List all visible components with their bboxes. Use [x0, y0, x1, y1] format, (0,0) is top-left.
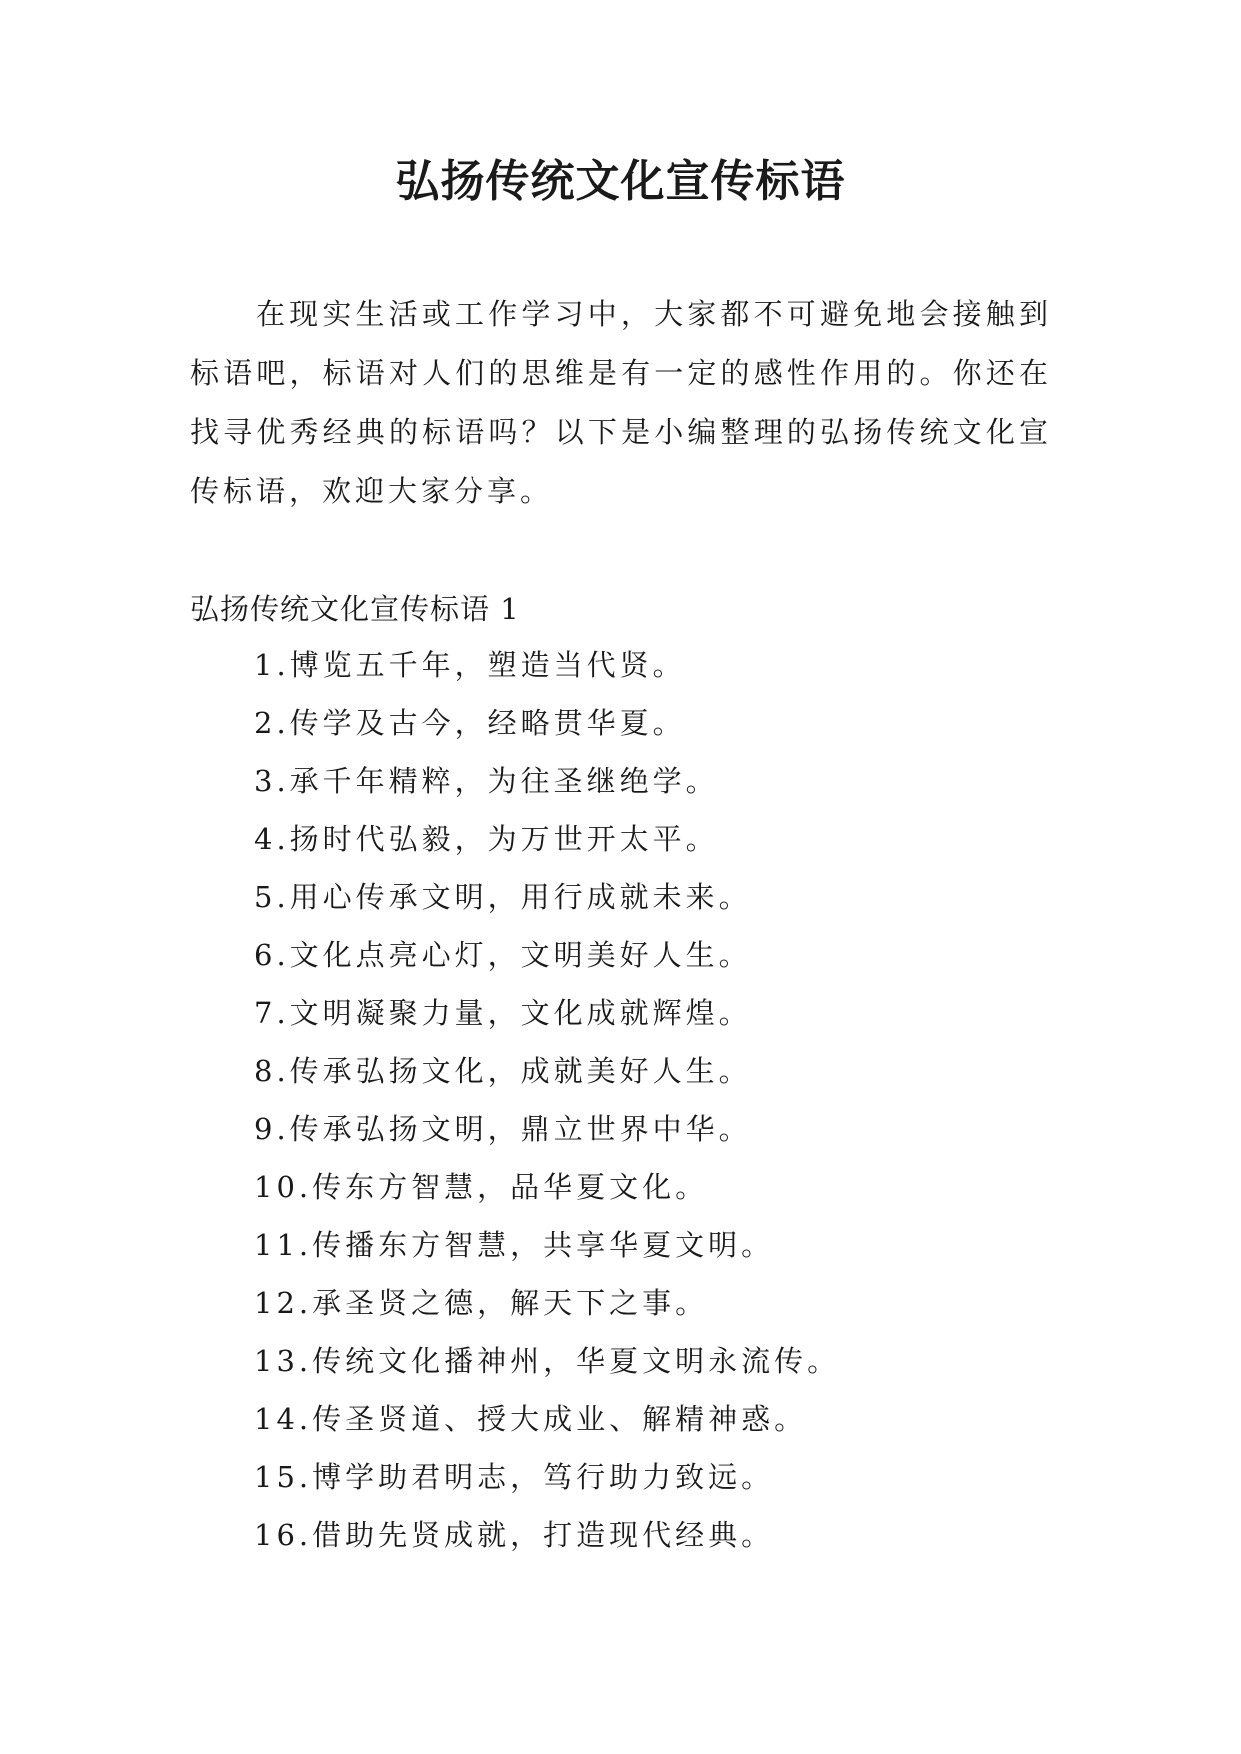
slogan-item: 9.传承弘扬文明，鼎立世界中华。	[254, 1112, 752, 1146]
slogan-item: 13.传统文化播神州，华夏文明永流传。	[254, 1344, 841, 1378]
slogan-item: 12.承圣贤之德，解天下之事。	[254, 1286, 709, 1320]
slogan-item: 15.博学助君明志，笃行助力致远。	[254, 1460, 775, 1494]
slogan-item: 4.扬时代弘毅，为万世开太平。	[254, 822, 719, 856]
slogan-item: 6.文化点亮心灯，文明美好人生。	[254, 938, 752, 972]
slogan-item: 3.承千年精粹，为往圣继绝学。	[254, 764, 719, 798]
slogan-list	[254, 636, 840, 1564]
slogan-item: 16.借助先贤成就，打造现代经典。	[254, 1518, 775, 1552]
slogan-item: 7.文明凝聚力量，文化成就辉煌。	[254, 996, 752, 1030]
slogan-item: 2.传学及古今，经略贯华夏。	[254, 706, 686, 740]
slogan-item: 11.传播东方智慧，共享华夏文明。	[254, 1228, 775, 1262]
slogan-item: 1.博览五千年，塑造当代贤。	[254, 648, 686, 682]
slogan-item: 8.传承弘扬文化，成就美好人生。	[254, 1054, 752, 1088]
slogan-item: 5.用心传承文明，用行成就未来。	[254, 880, 752, 914]
slogan-item: 10.传东方智慧，品华夏文化。	[254, 1170, 709, 1204]
document-title: 弘扬传统文化宣传标语	[395, 156, 846, 207]
slogan-item: 14.传圣贤道、授大成业、解精神惑。	[254, 1402, 808, 1436]
intro-paragraph: 在现实生活或工作学习中，大家都不可避免地会接触到标语吧，标语对人们的思维是有一定的感性作用的。你还在找寻优秀经典的标语吗？以下是小编整理的弘扬传统文化宣传标语，欢迎大家分享。	[190, 297, 1052, 508]
section-heading: 弘扬传统文化宣传标语 1	[190, 592, 520, 626]
